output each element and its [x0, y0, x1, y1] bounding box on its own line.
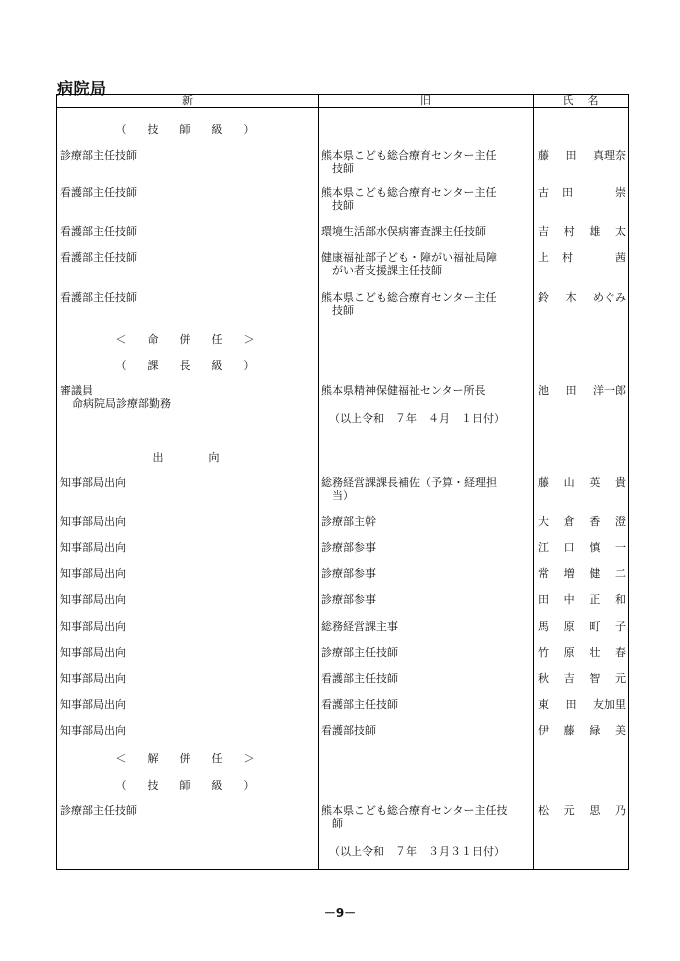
old-position: 熊本県こども総合療育センター主任 技師 [321, 291, 497, 317]
new-position: 知事部局出向 [60, 698, 126, 711]
header-name: 氏名 [562, 94, 613, 107]
new-position: 知事部局出向 [60, 646, 126, 659]
column-divider [533, 95, 534, 869]
new-position: 知事部局出向 [60, 672, 126, 685]
new-position: 知事部局出向 [60, 593, 126, 606]
new-position: 知事部局出向 [60, 567, 126, 580]
new-position: 看護部主任技師 [60, 291, 137, 304]
old-position: 環境生活部水俣病審査課主任技師 [321, 225, 486, 238]
new-position: 知事部局出向 [60, 476, 126, 489]
section-heading: 出 向 [152, 451, 223, 464]
person-name: 秋 吉 智 元 [538, 672, 626, 685]
person-name: 大 倉 香 澄 [538, 515, 626, 528]
old-position: 熊本県こども総合療育センター主任技 師 [321, 804, 508, 830]
old-position: 熊本県精神保健福祉センター所長 [321, 384, 486, 397]
person-name: 田 中 正 和 [538, 593, 626, 606]
new-position: 看護部主任技師 [60, 251, 137, 264]
new-position: 知事部局出向 [60, 541, 126, 554]
section-heading: ＜ 命 併 任 ＞ [115, 333, 260, 346]
old-position: 診療部主任技師 [321, 646, 398, 659]
column-divider [318, 95, 319, 869]
person-name: 古 田 崇 [538, 186, 626, 199]
page-title: 病院局 [57, 79, 107, 98]
new-position: 診療部主任技師 [60, 149, 137, 162]
old-position: 看護部主任技師 [321, 698, 398, 711]
person-name: 常 増 健 二 [538, 567, 626, 580]
new-position: 審議員 命病院局診療部勤務 [60, 384, 171, 410]
new-position: 知事部局出向 [60, 515, 126, 528]
old-position: 熊本県こども総合療育センター主任 技師 [321, 186, 497, 212]
table-header [57, 95, 628, 108]
person-name: 東 田 友加里 [538, 698, 626, 711]
effective-date: （以上令和 ７年 ４月 １日付） [329, 412, 505, 425]
old-position: 看護部主任技師 [321, 672, 398, 685]
new-position: 看護部主任技師 [60, 186, 137, 199]
person-name: 藤 田 真理奈 [538, 149, 626, 162]
old-position: 総務経営課主事 [321, 620, 398, 633]
old-position: 総務経営課課長補佐（予算・経理担 当） [321, 476, 497, 502]
page-number: －9－ [323, 906, 357, 920]
person-name: 吉 村 雄 太 [538, 225, 626, 238]
person-name: 伊 藤 緑 美 [538, 724, 626, 737]
old-position: 熊本県こども総合療育センター主任 技師 [321, 149, 497, 175]
person-name: 竹 原 壮 春 [538, 646, 626, 659]
personnel-table [56, 94, 629, 870]
new-position: 知事部局出向 [60, 620, 126, 633]
old-position: 診療部参事 [321, 567, 376, 580]
person-name: 松 元 思 乃 [538, 804, 626, 817]
old-position: 看護部技師 [321, 724, 376, 737]
section-heading: ＜ 解 併 任 ＞ [115, 752, 260, 765]
person-name: 藤 山 英 貴 [538, 476, 626, 489]
person-name: 江 口 慎 一 [538, 541, 626, 554]
effective-date: （以上令和 ７年 ３月３１日付） [329, 845, 505, 858]
person-name: 鈴 木 めぐみ [538, 291, 626, 304]
new-position: 診療部主任技師 [60, 804, 137, 817]
person-name: 馬 原 町 子 [538, 620, 626, 633]
new-position: 知事部局出向 [60, 724, 126, 737]
header-new: 新 [182, 94, 215, 107]
old-position: 診療部参事 [321, 593, 376, 606]
new-position: 看護部主任技師 [60, 225, 137, 238]
section-heading: （ 技 師 級 ） [115, 779, 260, 792]
section-heading: （ 課 長 級 ） [115, 359, 260, 372]
old-position: 健康福祉部子ども・障がい福祉局障 がい者支援課主任技師 [321, 251, 497, 277]
person-name: 上 村 茜 [538, 251, 626, 264]
section-heading: （ 技 師 級 ） [115, 123, 260, 136]
person-name: 池 田 洋一郎 [538, 384, 626, 397]
header-old: 旧 [420, 94, 453, 107]
old-position: 診療部主幹 [321, 515, 376, 528]
old-position: 診療部参事 [321, 541, 376, 554]
